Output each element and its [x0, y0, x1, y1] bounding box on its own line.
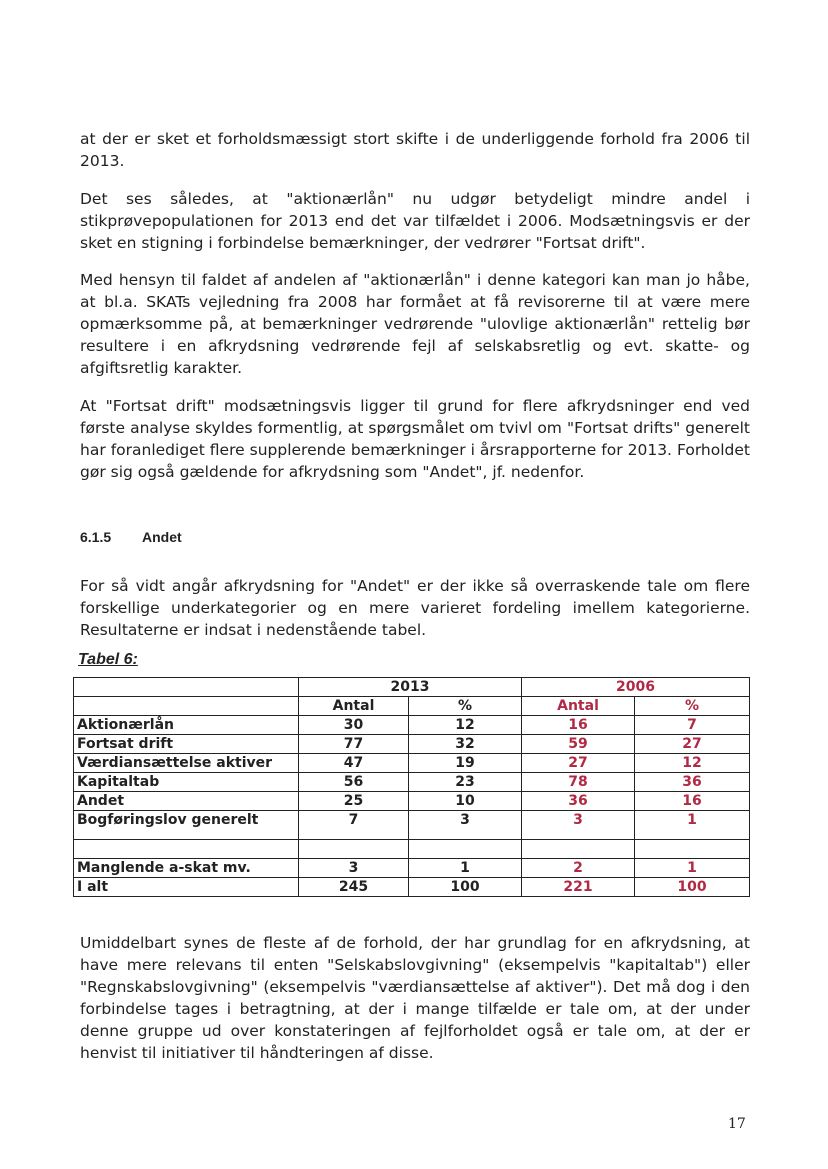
cell-antal-2006: 221: [522, 878, 635, 897]
spacer-cell: [74, 840, 299, 859]
cell-antal-2006: 27: [522, 754, 635, 773]
header-year-2006: 2006: [522, 678, 750, 697]
header-antal-2013: Antal: [299, 697, 409, 716]
spacer-cell: [635, 840, 750, 859]
cell-antal-2013: 30: [299, 716, 409, 735]
section-title: Andet: [142, 529, 182, 545]
cell-pct-2013: 3: [409, 811, 522, 840]
cell-antal-2006: 78: [522, 773, 635, 792]
row-label: Andet: [74, 792, 299, 811]
spacer-cell: [299, 840, 409, 859]
paragraph-5: For så vidt angår afkrydsning for "Andet" er der ikke så overraskende tale om flere forskellige underkategorier og en mere varieret fordeling imellem kategorierne. Resultaterne er indsat i nedenstående tabel.: [80, 577, 750, 639]
cell-pct-2013: 1: [409, 859, 522, 878]
spacer-cell: [522, 840, 635, 859]
table-row-total: [74, 878, 750, 897]
table-row: [74, 735, 750, 754]
cell-pct-2006: 36: [635, 773, 750, 792]
paragraph-3: Med hensyn til faldet af andelen af "aktionærlån" i denne kategori kan man jo håbe, at bl.a. SKATs vejledning fra 2008 har formået at få revisorerne til at være mere opmærksomme på, at bemærkninger vedrørende "ulovlige aktionærlån" rettelig bør resultere i en afkrydsning vedrørende fejl af selskabsretlig og evt. skatte- og afgiftsretlig karakter.: [80, 271, 750, 377]
cell-antal-2013: 47: [299, 754, 409, 773]
cell-pct-2013: 23: [409, 773, 522, 792]
cell-pct-2013: 12: [409, 716, 522, 735]
cell-pct-2013: 32: [409, 735, 522, 754]
cell-antal-2006: 59: [522, 735, 635, 754]
table-row: [74, 773, 750, 792]
table-row: [74, 716, 750, 735]
table-header-columns: [74, 697, 750, 716]
cell-antal-2006: 36: [522, 792, 635, 811]
cell-pct-2006: 1: [635, 859, 750, 878]
cell-antal-2006: 2: [522, 859, 635, 878]
header-empty-cell: [74, 678, 299, 697]
table-title: Tabel 6:: [78, 651, 138, 668]
header-antal-2006: Antal: [522, 697, 635, 716]
table-row: [74, 754, 750, 773]
header-pct-2006: %: [635, 697, 750, 716]
cell-antal-2006: 16: [522, 716, 635, 735]
row-label: Fortsat drift: [74, 735, 299, 754]
header-empty-cell: [74, 697, 299, 716]
cell-antal-2013: 245: [299, 878, 409, 897]
section-number: 6.1.5: [80, 529, 112, 545]
cell-pct-2006: 1: [635, 811, 750, 840]
cell-pct-2013: 19: [409, 754, 522, 773]
cell-pct-2006: 100: [635, 878, 750, 897]
cell-pct-2013: 100: [409, 878, 522, 897]
cell-antal-2013: 7: [299, 811, 409, 840]
section-heading: [80, 529, 182, 545]
row-label: Aktionærlån: [74, 716, 299, 735]
results-table: [73, 677, 750, 897]
paragraph-2: Det ses således, at "aktionærlån" nu udgør betydeligt mindre andel i stikprøvepopulationen for 2013 end det var tilfældet i 2006. Modsætningsvis er der sket en stigning i forbindelse bemærkninger, der vedrører "Fortsat drift".: [80, 190, 750, 252]
row-label: Kapitaltab: [74, 773, 299, 792]
cell-pct-2006: 12: [635, 754, 750, 773]
paragraph-4: At "Fortsat drift" modsætningsvis ligger til grund for flere afkrydsninger end ved første analyse skyldes formentlig, at spørgsmålet om tvivl om "Fortsat drifts" generelt har foranlediget flere supplerende bemærkninger i årsrapporterne for 2013. Forholdet gør sig også gældende for afkrydsning som "Andet", jf. nedenfor.: [80, 397, 750, 481]
paragraph-6: Umiddelbart synes de fleste af de forhold, der har grundlag for en afkrydsning, at have mere relevans til enten "Selskabslovgivning" (eksempelvis "kapitaltab") eller "Regnskabslovgivning" (eksempelvis "værdiansættelse af aktiver"). Det må dog i den forbindelse tages i betragtning, at der i mange tilfælde er tale om, at der under denne gruppe ud over konstateringen af fejlforholdet også er tale om, at der er henvist til initiativer til håndteringen af disse.: [80, 934, 750, 1062]
cell-antal-2013: 3: [299, 859, 409, 878]
row-label: I alt: [74, 878, 299, 897]
cell-antal-2013: 25: [299, 792, 409, 811]
row-label: Bogføringslov generelt: [74, 811, 299, 840]
cell-pct-2006: 27: [635, 735, 750, 754]
table-header-years: [74, 678, 750, 697]
table-row: [74, 811, 750, 840]
cell-pct-2006: 16: [635, 792, 750, 811]
cell-pct-2006: 7: [635, 716, 750, 735]
paragraph-1: at der er sket et forholdsmæssigt stort skifte i de underliggende forhold fra 2006 til 2013.: [80, 130, 750, 170]
cell-antal-2013: 77: [299, 735, 409, 754]
spacer-cell: [409, 840, 522, 859]
header-year-2013: 2013: [299, 678, 522, 697]
cell-pct-2013: 10: [409, 792, 522, 811]
table-row: [74, 859, 750, 878]
header-pct-2013: %: [409, 697, 522, 716]
row-label: Værdiansættelse aktiver: [74, 754, 299, 773]
page-number: 17: [728, 1116, 746, 1132]
cell-antal-2013: 56: [299, 773, 409, 792]
row-label: Manglende a-skat mv.: [74, 859, 299, 878]
cell-antal-2006: 3: [522, 811, 635, 840]
table-row: [74, 792, 750, 811]
table-row-spacer: [74, 840, 750, 859]
